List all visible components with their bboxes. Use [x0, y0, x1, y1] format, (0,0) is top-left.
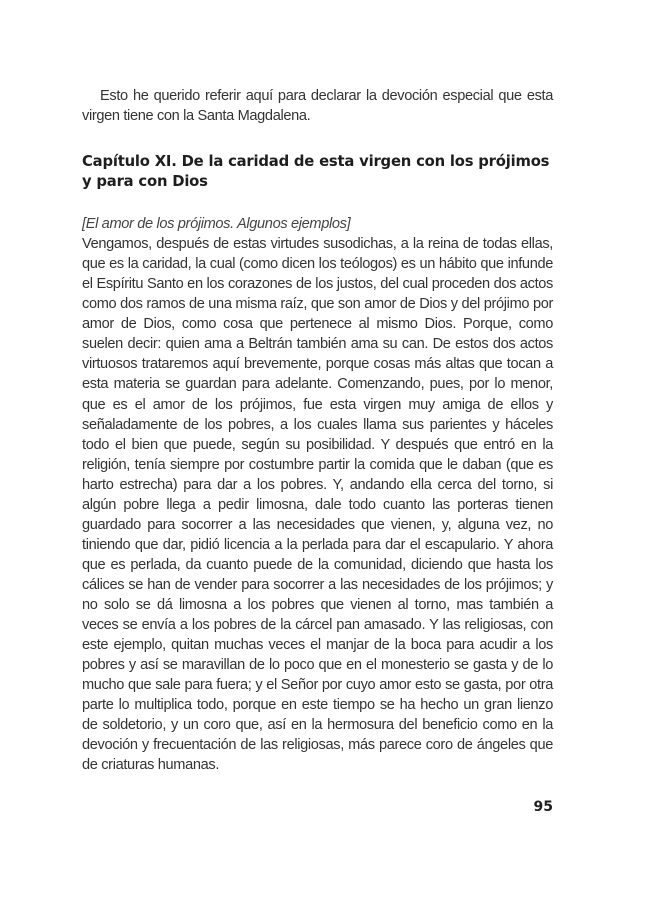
page-number: 95	[533, 799, 553, 815]
page-content	[82, 86, 553, 775]
body-paragraph: Vengamos, después de estas virtudes susodichas, a la reina de todas ellas, que es la caridad, la cual (como dicen los teólogos) es un hábito que infunde el Espíritu Santo en los corazones de los justos, del cual proceden dos actos como dos ramos de una misma raíz, que son amor de Dios y del prójimo por amor de Dios, como cosa que pertenece al mismo Dios. Porque, como suelen decir: quien ama a Beltrán también ama su can. De estos dos actos virtuosos trataremos aquí brevemente, porque cosas más altas que tocan a esta materia se guardan para adelante. Comenzando, pues, por lo menor, que es el amor de los prójimos, fue esta virgen muy amiga de ellos y señaladamente de los pobres, a los cuales llama sus parientes y háceles todo el bien que puede, según su posibilidad. Y después que entró en la religión, tenía siempre por costumbre partir la comida que le daban (que es harto estrecha) para dar a los pobres. Y, andando ella cerca del torno, si algún pobre llega a pedir limosna, dale todo cuanto las porteras tienen guardado para socorrer a las necesidades que vienen, y, alguna vez, no tiniendo que dar, pidió licencia a la perlada para dar el escapulario. Y ahora que es perlada, da cuanto puede de la comunidad, diciendo que hasta los cálices se han de vender para socorrer a las necesidades de los prójimos; y no solo se dá limosna a los pobres que vienen al torno, mas también a veces se envía a los pobres de la cárcel pan amasado. Y las religiosas, con este ejemplo, quitan muchas veces el manjar de la boca para acudir a los pobres y así se maravillan de lo poco que en el monesterio se gasta y de lo mucho que sale para fuera; y el Señor por cuyo amor esto se gasta, por otra parte lo multiplica todo, porque en este tiempo se ha hecho un gran lienzo de soldetorio, y un coro que, así en la hermosura del beneficio como en la devoción y frecuentación de las religiosas, más parece coro de ángeles que de criaturas humanas.	[82, 236, 553, 774]
intro-paragraph: Esto he querido referir aquí para declarar la devoción especial que esta virgen tiene con la Santa Magdalena.	[82, 88, 553, 125]
chapter-heading: Capítulo XI. De la caridad de esta virgen con los prójimos y para con Dios	[82, 153, 550, 191]
section-subheading: [El amor de los prójimos. Algunos ejemplos]	[82, 216, 351, 233]
